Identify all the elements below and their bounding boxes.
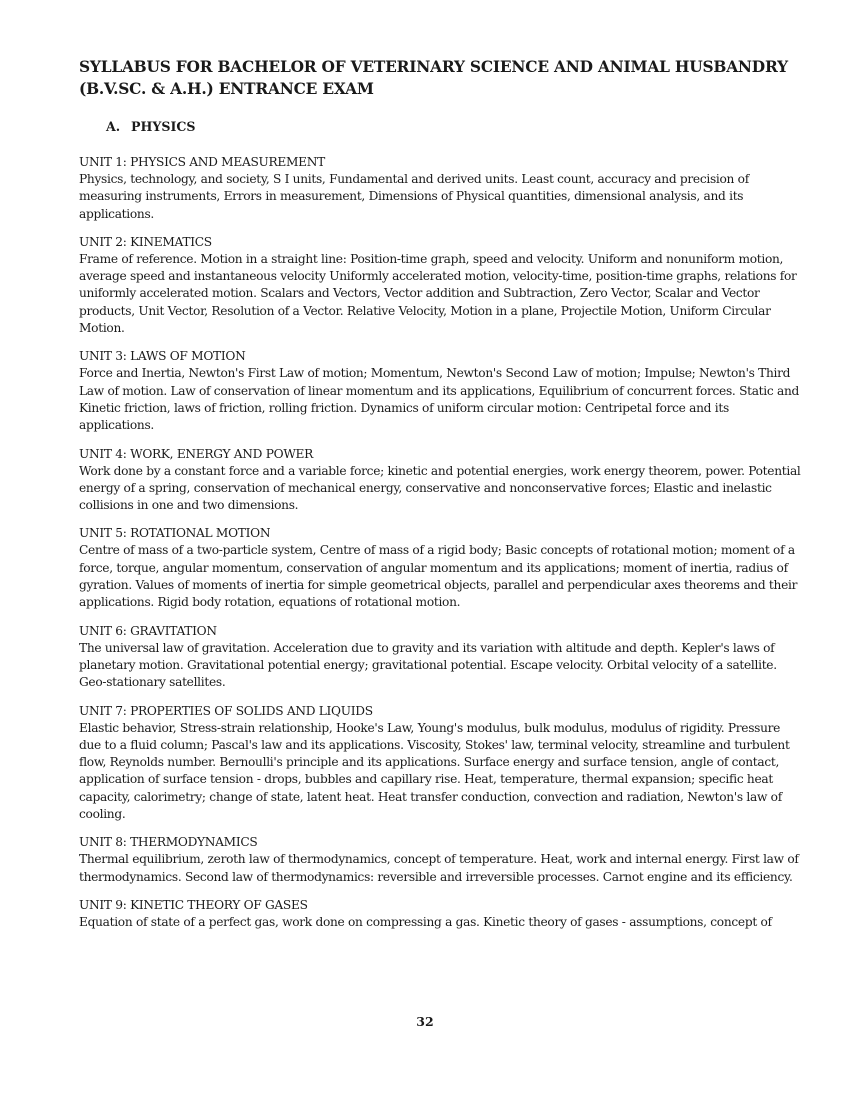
section-letter: A.	[106, 119, 121, 134]
unit-description: Frame of reference. Motion in a straight line: Position-time graph, speed and velocity. Uniform and nonuniform motion, average speed and instantaneous velocity Uniformly accelerated motion, velocity-time, position-time graphs, relations for uniformly accelerated motion. Scalars and Vectors, Vector addition and Subtraction, Zero Vector, Scalar and Vector products, Unit Vector, Resolution of a Vector. Relative Velocity, Motion in a plane, Projectile Motion, Uniform Circular Motion.	[79, 251, 797, 336]
unit-block	[79, 703, 801, 824]
unit-block	[79, 897, 801, 931]
unit-title: UNIT 1: PHYSICS AND MEASUREMENT	[79, 155, 325, 169]
unit-description: The universal law of gravitation. Acceleration due to gravity and its variation with altitude and depth. Kepler's laws of planetary motion. Gravitational potential energy; gravitational potential. Escape velocity. Orbital velocity of a satellite. Geo-stationary satellites.	[79, 640, 777, 690]
unit-description: Centre of mass of a two-particle system, Centre of mass of a rigid body; Basic concepts of rotational motion; moment of a force, torque, angular momentum, conservation of angular momentum and its applications; moment of inertia, radius of gyration. Values of moments of inertia for simple geometrical objects, parallel and perpendicular axes theorems and their applications. Rigid body rotation, equations of rotational motion.	[79, 543, 798, 610]
unit-block	[79, 623, 801, 692]
page-number: 32	[416, 1014, 434, 1029]
unit-description: Equation of state of a perfect gas, work done on compressing a gas. Kinetic theory of gases - assumptions, concept of	[79, 914, 772, 929]
unit-block	[79, 446, 801, 515]
unit-description: Thermal equilibrium, zeroth law of thermodynamics, concept of temperature. Heat, work and internal energy. First law of thermodynamics. Second law of thermodynamics: reversible and irreversible processes. Carnot engine and its efficiency.	[79, 852, 799, 884]
unit-block	[79, 525, 801, 611]
unit-description: Physics, technology, and society, S I units, Fundamental and derived units. Least count, accuracy and precision of measuring instruments, Errors in measurement, Dimensions of Physical quantities, dimensional analysis, and its applications.	[79, 172, 749, 221]
unit-description: Elastic behavior, Stress-strain relationship, Hooke's Law, Young's modulus, bulk modulus, modulus of rigidity. Pressure due to a fluid column; Pascal's law and its applications. Viscosity, Stokes' law, terminal velocity, streamline and turbulent flow, Reynolds number. Bernoulli's principle and its applications. Surface energy and surface tension, angle of contact, application of surface tension - drops, bubbles and capillary rise. Heat, temperature, thermal expansion; specific heat capacity, calorimetry; change of state, latent heat. Heat transfer conduction, convection and radiation, Newton's law of cooling.	[79, 720, 790, 822]
unit-description: Force and Inertia, Newton's First Law of motion; Momentum, Newton's Second Law of motion; Impulse; Newton's Third Law of motion. Law of conservation of linear momentum and its applications, Equilibrium of concurrent forces. Static and Kinetic friction, laws of friction, rolling friction. Dynamics of uniform circular motion: Centripetal force and its applications.	[79, 366, 799, 433]
unit-description: Work done by a constant force and a variable force; kinetic and potential energies, work energy theorem, power. Potential energy of a spring, conservation of mechanical energy, conservative and nonconservative forces; Elastic and inelastic collisions in one and two dimensions.	[79, 463, 801, 513]
unit-title: UNIT 3: LAWS OF MOTION	[79, 349, 246, 364]
unit-block	[79, 348, 801, 434]
section-name: PHYSICS	[131, 119, 196, 134]
unit-title: UNIT 6: GRAVITATION	[79, 623, 217, 638]
unit-title: UNIT 5: ROTATIONAL MOTION	[79, 526, 271, 541]
unit-title: UNIT 4: WORK, ENERGY AND POWER	[79, 446, 314, 461]
unit-title: UNIT 8: THERMODYNAMICS	[79, 835, 258, 850]
document-title: SYLLABUS FOR BACHELOR OF VETERINARY SCIENCE AND ANIMAL HUSBANDRY (B.V.SC. & A.H.) ENTRANCE EXAM	[79, 58, 788, 98]
syllabus-page	[79, 56, 801, 942]
unit-title: UNIT 7: PROPERTIES OF SOLIDS AND LIQUIDS	[79, 703, 373, 718]
unit-title: UNIT 9: KINETIC THEORY OF GASES	[79, 897, 308, 912]
unit-block	[79, 154, 801, 223]
unit-block	[79, 234, 801, 337]
section-heading	[106, 118, 801, 136]
unit-list	[79, 154, 801, 931]
unit-block	[79, 834, 801, 886]
unit-title: UNIT 2: KINEMATICS	[79, 234, 212, 249]
